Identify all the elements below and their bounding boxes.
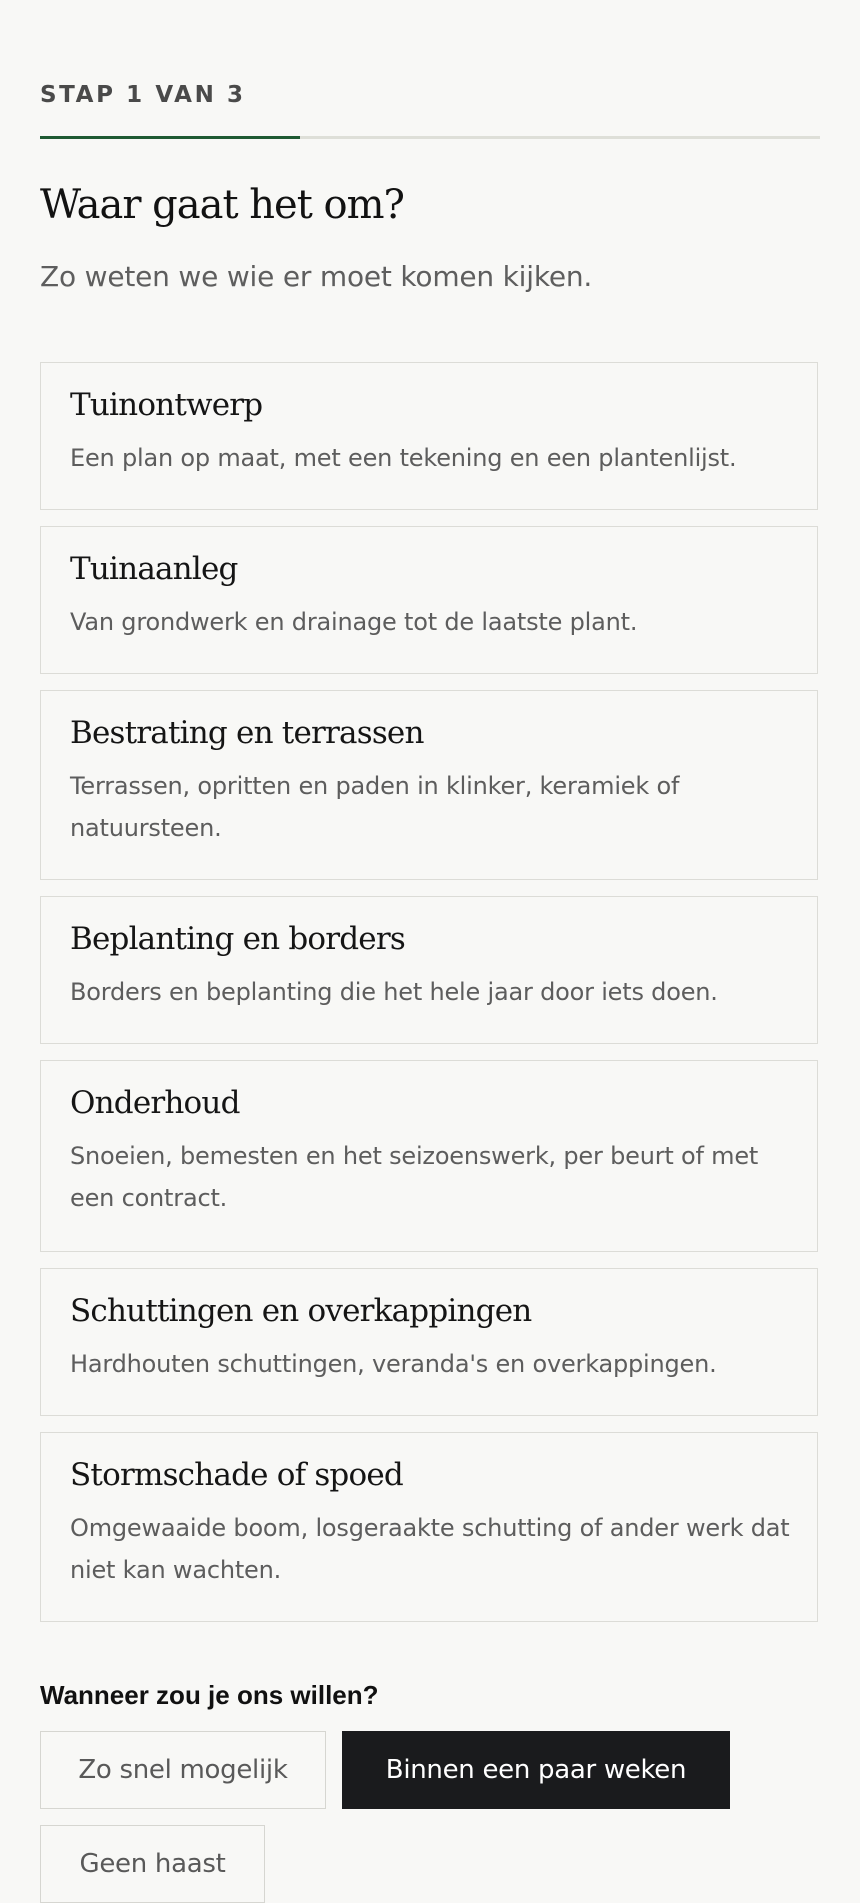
timing-label: Wanneer zou je ons willen? — [40, 1680, 379, 1710]
option-title: Stormschade of spoed — [70, 1457, 403, 1493]
option-description: Terrassen, opritten en paden in klinker, keramiek of natuursteen. — [70, 772, 680, 842]
option-beplanting-en-borders[interactable] — [40, 896, 818, 1044]
timing-option-no-rush[interactable]: Geen haast — [40, 1825, 265, 1903]
step-indicator: STAP 1 VAN 3 — [40, 82, 246, 108]
option-description: Borders en beplanting die het hele jaar door iets doen. — [70, 978, 718, 1006]
option-title: Schuttingen en overkappingen — [70, 1293, 532, 1329]
option-title: Tuinaanleg — [70, 551, 238, 587]
progress-bar — [40, 136, 820, 139]
timing-option-asap[interactable]: Zo snel mogelijk — [40, 1731, 326, 1809]
page-title: Waar gaat het om? — [40, 182, 404, 228]
option-tuinaanleg[interactable] — [40, 526, 818, 674]
option-onderhoud[interactable] — [40, 1060, 818, 1252]
option-description: Van grondwerk en drainage tot de laatste plant. — [70, 608, 638, 636]
option-title: Tuinontwerp — [70, 387, 263, 423]
option-title: Beplanting en borders — [70, 921, 405, 957]
option-stormschade-of-spoed[interactable] — [40, 1432, 818, 1622]
option-description: Een plan op maat, met een tekening en een plantenlijst. — [70, 444, 737, 472]
option-title: Onderhoud — [70, 1085, 240, 1121]
timing-option-few-weeks[interactable]: Binnen een paar weken — [342, 1731, 730, 1809]
option-description: Hardhouten schuttingen, veranda's en overkappingen. — [70, 1350, 717, 1378]
option-description: Omgewaaide boom, losgeraakte schutting of ander werk dat niet kan wachten. — [70, 1514, 790, 1584]
option-title: Bestrating en terrassen — [70, 715, 424, 751]
progress-bar-fill — [40, 136, 300, 139]
option-tuinontwerp[interactable] — [40, 362, 818, 510]
option-bestrating-en-terrassen[interactable] — [40, 690, 818, 880]
option-schuttingen-en-overkappingen[interactable] — [40, 1268, 818, 1416]
page-subtitle: Zo weten we wie er moet komen kijken. — [40, 260, 593, 293]
option-description: Snoeien, bemesten en het seizoenswerk, per beurt of met een contract. — [70, 1142, 759, 1212]
